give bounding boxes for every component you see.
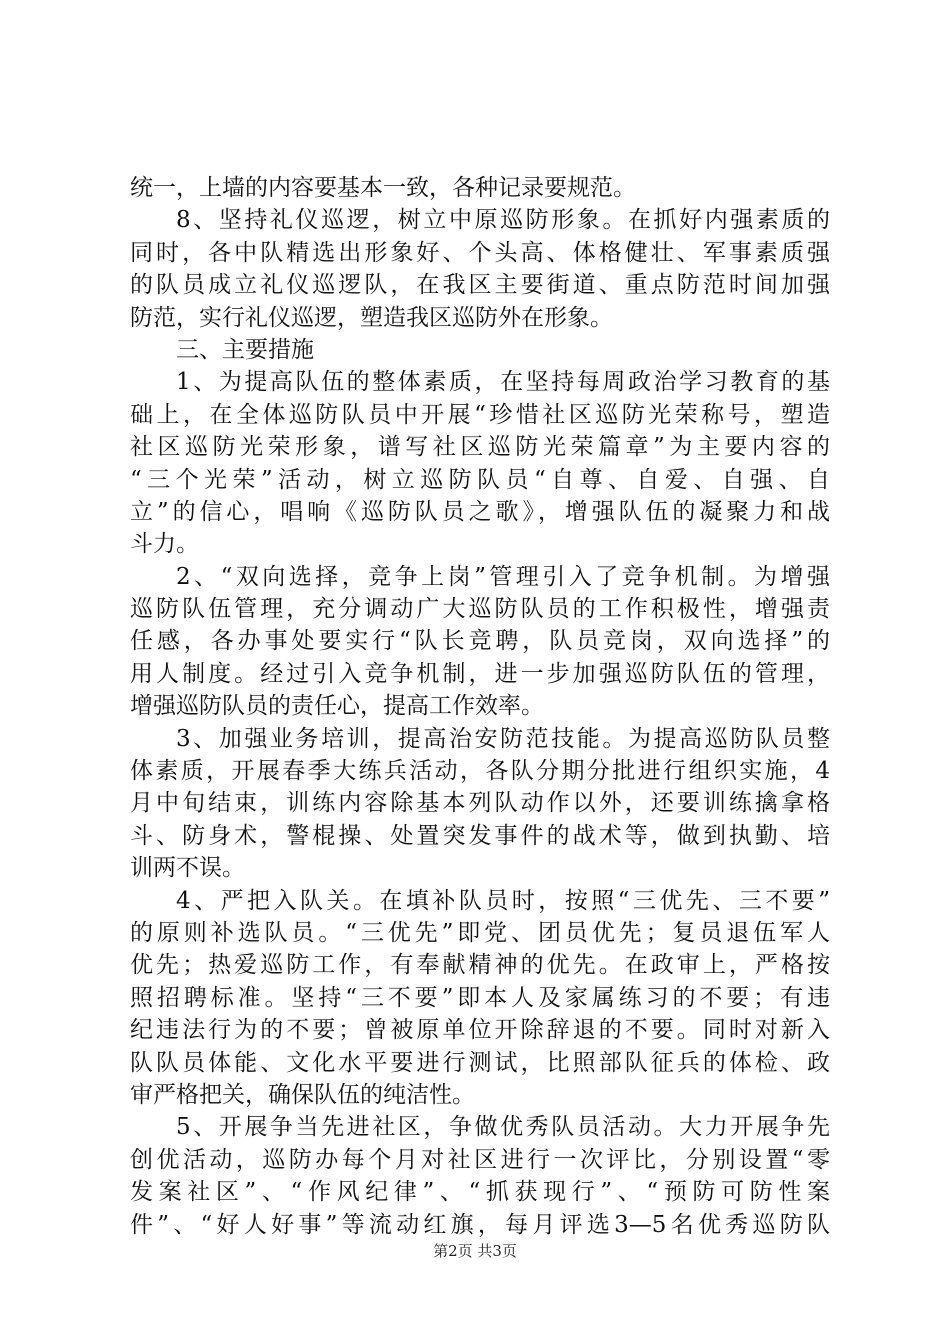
text-line: 任感，各办事处要实行“队长竞聘，队员竞岗，双向选择”的	[130, 628, 830, 655]
page-footer: 第2页 共3页	[433, 1242, 517, 1260]
text-line: 同时，各中队精选出形象好、个头高、体格健壮、军事素质强	[130, 239, 830, 266]
text-line: 纪违法行为的不要；曾被原单位开除辞退的不要。同时对新入	[130, 1017, 830, 1044]
text-line: 巡防队伍管理，充分调动广大巡防队员的工作积极性，增强责	[130, 596, 830, 623]
text-line: 的队员成立礼仪巡逻队，在我区主要街道、重点防范时间加强	[130, 272, 830, 299]
text-line: 立”的信心，唱响《巡防队员之歌》，增强队伍的凝聚力和战	[130, 498, 830, 525]
text-line: 体素质，开展春季大练兵活动，各队分期分批进行组织实施，4	[130, 758, 830, 785]
text-line: 件”、“好人好事”等流动红旗，每月评选3—5名优秀巡防队	[130, 1211, 830, 1238]
text-line: 优先；热爱巡防工作，有奉献精神的优先。在政审上，严格按	[130, 952, 830, 979]
text-line: 用人制度。经过引入竞争机制，进一步加强巡防队伍的管理，	[130, 660, 830, 687]
text-line: 的原则补选队员。“三优先”即党、团员优先；复员退伍军人	[130, 919, 830, 946]
text-line: 发案社区”、“作风纪律”、“抓获现行”、“预防可防性案	[130, 1179, 830, 1206]
text-line: 2、“双向选择，竞争上岗”管理引入了竞争机制。为增强	[176, 563, 830, 590]
text-line: 训两不误。	[130, 855, 245, 882]
text-line: 照招聘标准。坚持“三不要”即本人及家属练习的不要；有违	[130, 984, 830, 1011]
text-line: “三个光荣”活动，树立巡防队员“自尊、自爱、自强、自	[130, 466, 830, 493]
text-line: 队队员体能、文化水平要进行测试，比照部队征兵的体检、政	[130, 1049, 830, 1076]
text-line: 5、开展争当先进社区，争做优秀队员活动。大力开展争先	[176, 1114, 830, 1141]
text-line: 审严格把关，确保队伍的纯洁性。	[130, 1081, 475, 1108]
text-line: 防范，实行礼仪巡逻，塑造我区巡防外在形象。	[130, 304, 613, 331]
text-line: 斗、防身术，警棍操、处置突发事件的战术等，做到执勤、培	[130, 822, 830, 849]
text-line: 社区巡防光荣形象，谱写社区巡防光荣篇章”为主要内容的	[130, 434, 830, 461]
text-line: 创优活动，巡防办每个月对社区进行一次评比，分别设置“零	[130, 1146, 830, 1173]
text-line: 斗力。	[130, 531, 199, 558]
text-line: 8、坚持礼仪巡逻，树立中原巡防形象。在抓好内强素质的	[176, 207, 830, 234]
text-line: 3、加强业务培训，提高治安防范技能。为提高巡防队员整	[176, 725, 830, 752]
text-line: 三、主要措施	[176, 336, 314, 363]
document-body	[130, 172, 830, 1241]
text-line: 月中旬结束，训练内容除基本列队动作以外，还要训练擒拿格	[130, 790, 830, 817]
text-line: 增强巡防队员的责任心，提高工作效率。	[130, 693, 544, 720]
text-line: 统一，上墙的内容要基本一致，各种记录要规范。	[130, 175, 636, 201]
text-line: 1、为提高队伍的整体素质，在坚持每周政治学习教育的基	[176, 369, 830, 396]
text-line: 础上，在全体巡防队员中开展“珍惜社区巡防光荣称号，塑造	[130, 401, 830, 428]
text-line: 4、严把入队关。在填补队员时，按照“三优先、三不要”	[176, 887, 830, 914]
